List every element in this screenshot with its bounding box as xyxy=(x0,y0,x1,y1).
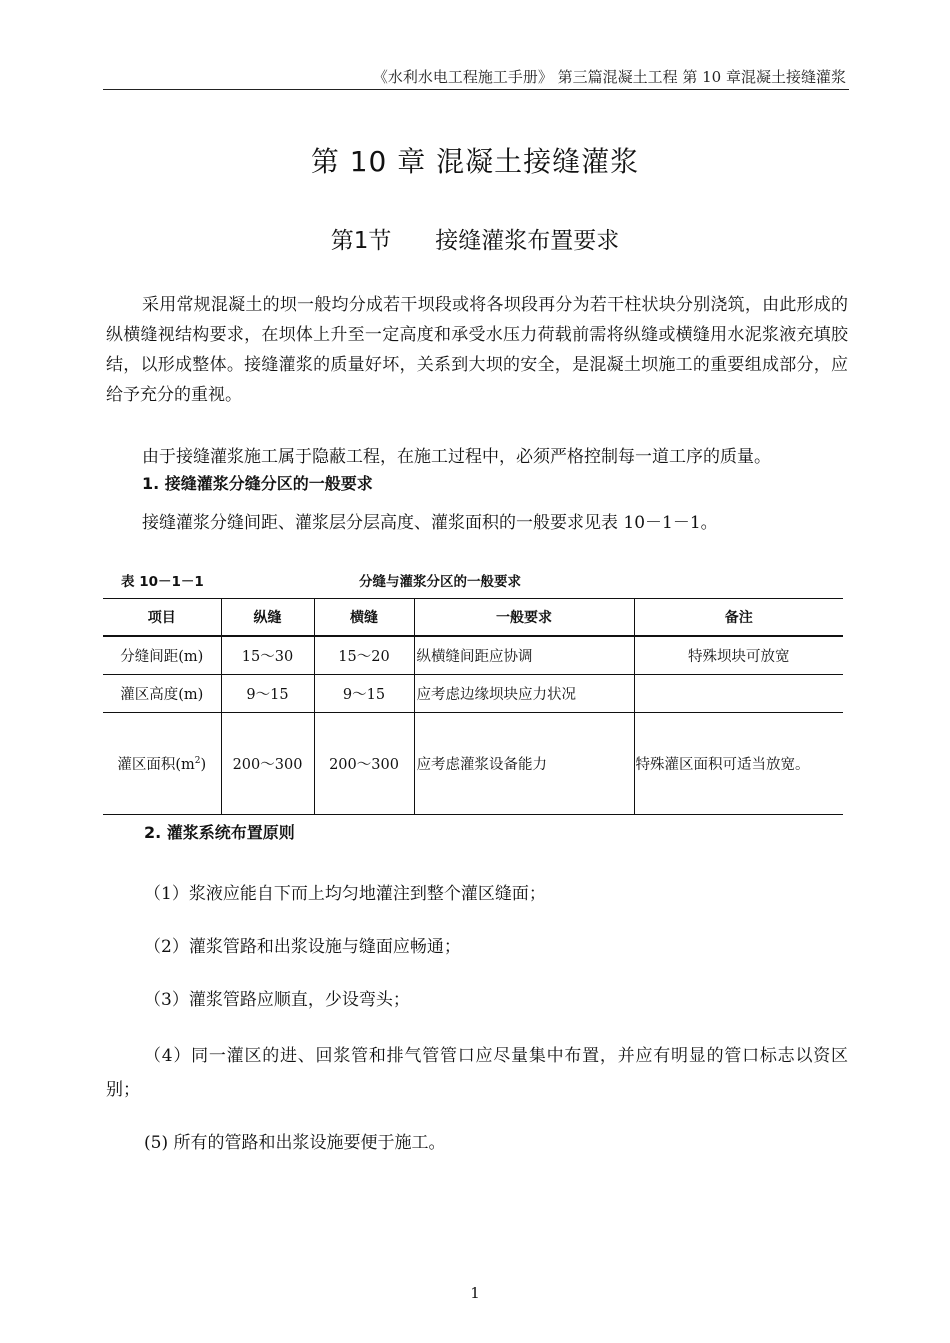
table-cell: 应考虑灌浆设备能力 xyxy=(414,713,634,815)
table-number: 表 10－1－1 xyxy=(121,574,204,590)
table-cell: 9～15 xyxy=(221,675,314,713)
table-cell: 纵横缝间距应协调 xyxy=(414,636,634,675)
table-cell-area-label xyxy=(103,713,221,815)
header-general-requirement: 一般要求 xyxy=(414,599,634,637)
list-item: （4）同一灌区的进、回浆管和排气管管口应尽量集中布置，并应有明显的管口标志以资区别； xyxy=(106,1046,848,1100)
table-cell: 200～300 xyxy=(314,713,414,815)
table-cell: 分缝间距(m) xyxy=(103,636,221,675)
list-item: (5) 所有的管路和出浆设施要便于施工。 xyxy=(144,1133,446,1153)
table-title: 分缝与灌浆分区的一般要求 xyxy=(359,574,521,590)
header-transverse: 横缝 xyxy=(314,599,414,637)
heading-grouting-system: 2. 灌浆系统布置原则 xyxy=(144,823,295,842)
area-label-text: 灌区面积(m xyxy=(117,757,195,773)
header-remark: 备注 xyxy=(634,599,843,637)
header-longitudinal: 纵缝 xyxy=(221,599,314,637)
header-item: 项目 xyxy=(103,599,221,637)
table-cell: 应考虑边缘坝块应力状况 xyxy=(414,675,634,713)
area-unit-superscript: 2 xyxy=(194,756,201,767)
table-intro-text: 接缝灌浆分缝间距、灌浆层分层高度、灌浆面积的一般要求见表 10－1－1。 xyxy=(142,513,718,533)
table-cell: 15～30 xyxy=(221,636,314,675)
chapter-title: 第 10 章 混凝土接缝灌浆 xyxy=(310,145,640,178)
header-rule xyxy=(103,89,849,90)
running-header: 《水利水电工程施工手册》 第三篇混凝土工程 第 10 章混凝土接缝灌浆 xyxy=(372,68,846,86)
list-item: （1）浆液应能自下而上均匀地灌注到整个灌区缝面； xyxy=(144,884,546,904)
table-cell: 特殊灌区面积可适当放宽。 xyxy=(634,713,843,815)
table-cell: 9～15 xyxy=(314,675,414,713)
requirements-table xyxy=(103,598,843,815)
paragraph-quality: 由于接缝灌浆施工属于隐蔽工程，在施工过程中，必须严格控制每一道工序的质量。 xyxy=(142,447,771,467)
table-cell: 15～20 xyxy=(314,636,414,675)
table-cell: 200～300 xyxy=(221,713,314,815)
table-row xyxy=(103,713,843,815)
table-row xyxy=(103,636,843,675)
table-cell xyxy=(634,675,843,713)
table-caption xyxy=(103,570,843,592)
table-cell: 灌区高度(m) xyxy=(103,675,221,713)
page-number: 1 xyxy=(470,1284,480,1302)
table-cell: 特殊坝块可放宽 xyxy=(634,636,843,675)
table-row xyxy=(103,675,843,713)
paragraph-intro: 采用常规混凝土的坝一般均分成若干坝段或将各坝段再分为若干柱状块分别浇筑，由此形成的纵横缝视结构要求，在坝体上升至一定高度和承受水压力荷载前需将纵缝或横缝用水泥浆液充填胶结，以形成整体。接缝灌浆的质量好坏，关系到大坝的安全，是混凝土坝施工的重要组成部分，应给予充分的重视。 xyxy=(106,295,848,405)
heading-joint-partition: 1. 接缝灌浆分缝分区的一般要求 xyxy=(142,474,373,493)
table-header-row xyxy=(103,599,843,637)
section-title: 第1节 接缝灌浆布置要求 xyxy=(330,228,620,254)
list-item: （2）灌浆管路和出浆设施与缝面应畅通； xyxy=(144,937,461,957)
list-item: （3）灌浆管路应顺直，少设弯头； xyxy=(144,990,410,1010)
area-unit-close: ) xyxy=(200,757,207,773)
